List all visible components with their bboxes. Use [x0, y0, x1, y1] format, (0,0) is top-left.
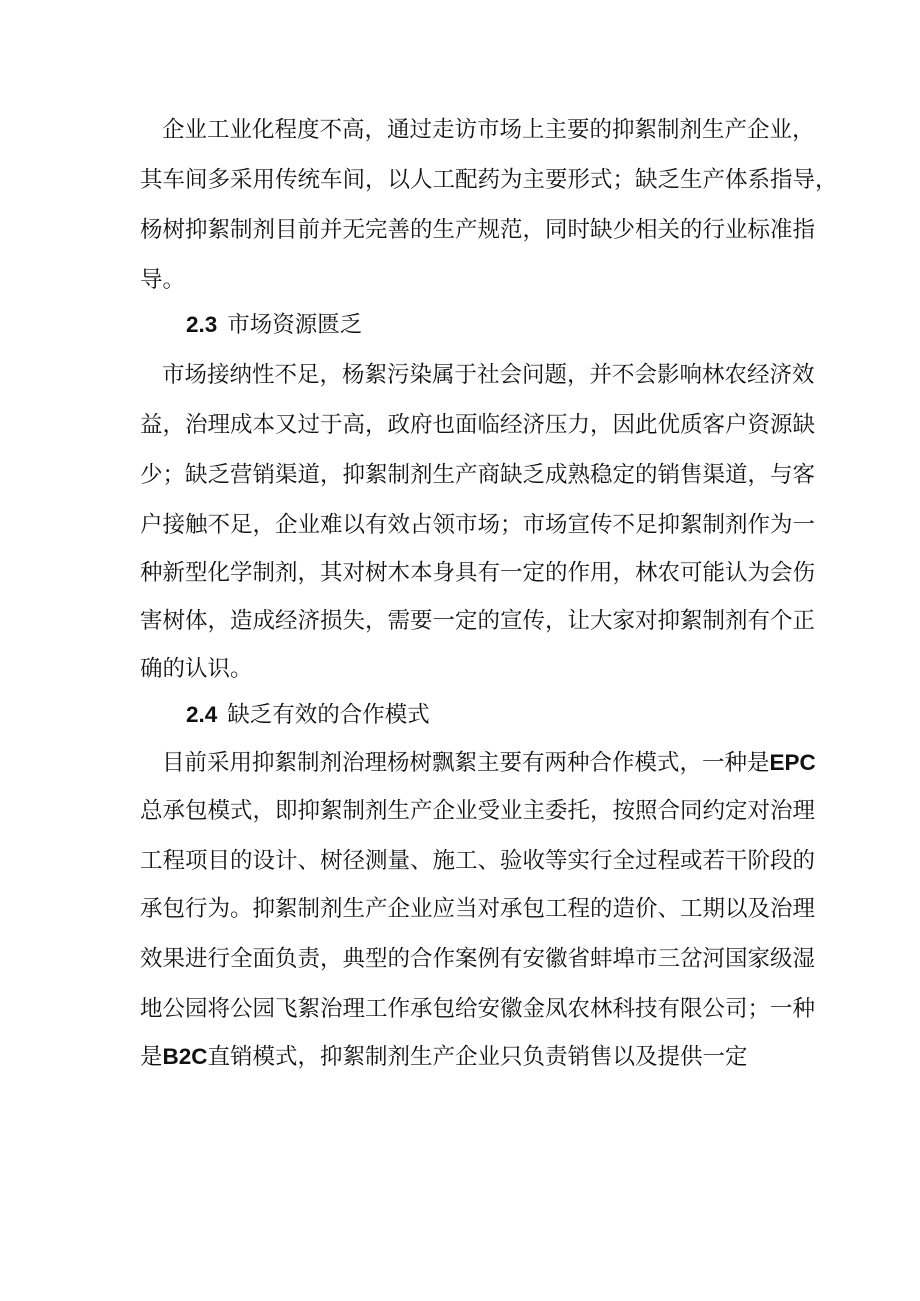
paragraph-3-line-5: 效果进行全面负责，典型的合作案例有安徽省蚌埠市三岔河国家级湿	[140, 946, 816, 972]
paragraph-2-line-7: 确的认识。	[140, 656, 253, 682]
paragraph-2-line-3: 少；缺乏营销渠道，抑絮制剂生产商缺乏成熟稳定的销售渠道，与客	[140, 462, 816, 488]
section-number: 2.3	[186, 312, 218, 337]
paragraph-3-line-1	[140, 748, 816, 778]
paragraph-1-line-3: 杨树抑絮制剂目前并无完善的生产规范，同时缺少相关的行业标准指	[140, 217, 816, 243]
paragraph-2-line-2: 益，治理成本又过于高，政府也面临经济压力，因此优质客户资源缺	[140, 412, 816, 438]
paragraph-3-last-text: 直销模式，抑絮制剂生产企业只负责销售以及提供一定	[207, 1044, 748, 1070]
paragraph-1-line-2: 其车间多采用传统车间，以人工配药为主要形式；缺乏生产体系指导，	[140, 167, 838, 193]
section-number: 2.4	[186, 702, 218, 727]
paragraph-1-line-4: 导。	[140, 267, 186, 293]
paragraph-3-line-6: 地公园将公园飞絮治理工作承包给安徽金凤农林科技有限公司；一种	[140, 996, 816, 1022]
section-title: 市场资源匮乏	[227, 312, 363, 338]
section-title: 缺乏有效的合作模式	[227, 702, 430, 728]
section-heading-2-3	[186, 310, 362, 340]
paragraph-2-line-5: 种新型化学制剂，其对树木本身具有一定的作用，林农可能认为会伤	[140, 560, 816, 586]
b2c-term: B2C	[162, 1044, 208, 1069]
paragraph-3-line-7	[140, 1042, 800, 1072]
paragraph-3-line-3: 工程项目的设计、树径测量、施工、验收等实行全过程或若干阶段的	[140, 848, 816, 874]
section-heading-2-4	[186, 700, 430, 730]
paragraph-2-line-6: 害树体，造成经济损失，需要一定的宣传，让大家对抑絮制剂有个正	[140, 608, 816, 634]
paragraph-3-line-2: 总承包模式，即抑絮制剂生产企业受业主委托，按照合同约定对治理	[140, 798, 816, 824]
paragraph-3-line-4: 承包行为。抑絮制剂生产企业应当对承包工程的造价、工期以及治理	[140, 896, 816, 922]
paragraph-2-line-1: 市场接纳性不足，杨絮污染属于社会问题，并不会影响林农经济效	[162, 362, 815, 388]
paragraph-1-line-1: 企业工业化程度不高，通过走访市场上主要的抑絮制剂生产企业，	[162, 117, 815, 143]
paragraph-2-line-4: 户接触不足，企业难以有效占领市场；市场宣传不足抑絮制剂作为一	[140, 512, 816, 538]
paragraph-3-line-1-text: 目前采用抑絮制剂治理杨树飘絮主要有两种合作模式，一种是	[162, 750, 770, 776]
paragraph-3-last-prefix: 是	[140, 1044, 163, 1070]
epc-term: EPC	[769, 750, 816, 775]
